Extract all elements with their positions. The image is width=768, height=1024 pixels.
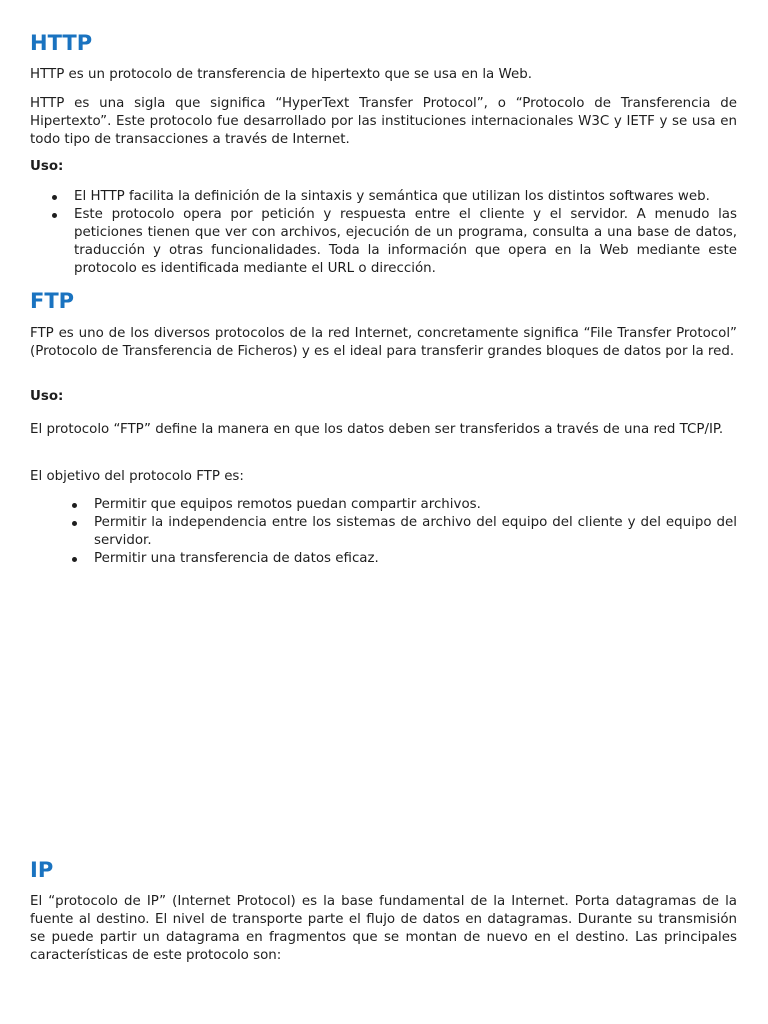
list-item <box>30 496 737 514</box>
ftp-uso-paragraph: El protocolo “FTP” define la manera en que los datos deben ser transferidos a través de una red TCP/IP. <box>30 422 724 437</box>
bullet-icon <box>72 557 77 562</box>
list-item-text: Permitir una transferencia de datos eficaz. <box>94 551 379 566</box>
ip-intro-paragraph: El “protocolo de IP” (Internet Protocol) es la base fundamental de la Internet. Porta datagramas de la fuente al destino. El nivel de transporte parte el flujo de datos en datagramas. Durante su transmisión se puede partir un datagrama en fragmentos que se montan de nuevo en el destino. Las principales características de este protocolo son: <box>30 894 737 963</box>
ftp-objective-paragraph: El objetivo del protocolo FTP es: <box>30 469 244 484</box>
http-intro-paragraph: HTTP es un protocolo de transferencia de hipertexto que se usa en la Web. <box>30 67 532 82</box>
list-item <box>30 206 737 278</box>
list-item-text: El HTTP facilita la definición de la sintaxis y semántica que utilizan los distintos softwares web. <box>74 189 710 204</box>
http-definition-paragraph: HTTP es una sigla que significa “HyperText Transfer Protocol”, o “Protocolo de Transferencia de Hipertexto”. Este protocolo fue desarrollado por las instituciones internacionales W3C y IETF y se usa en todo tipo de transacciones a través de Internet. <box>30 96 737 147</box>
bullet-icon <box>72 521 77 526</box>
bullet-icon <box>52 195 57 200</box>
ftp-objective-list <box>30 496 737 568</box>
list-item-text: Permitir la independencia entre los sistemas de archivo del equipo del cliente y del equipo del servidor. <box>94 515 737 548</box>
document-page <box>30 0 737 1024</box>
list-item <box>30 550 737 568</box>
http-uso-label: Uso: <box>30 159 64 174</box>
ftp-heading: FTP <box>30 289 75 313</box>
bullet-icon <box>72 503 77 508</box>
http-heading: HTTP <box>30 31 93 55</box>
ip-heading: IP <box>30 858 54 882</box>
http-uso-list <box>30 188 737 278</box>
bullet-icon <box>52 213 57 218</box>
list-item <box>30 188 737 206</box>
list-item <box>30 514 737 550</box>
ftp-uso-label: Uso: <box>30 389 64 404</box>
ftp-intro-paragraph: FTP es uno de los diversos protocolos de la red Internet, concretamente significa “File Transfer Protocol” (Protocolo de Transferencia de Ficheros) y es el ideal para transferir grandes bloques de datos por la red. <box>30 326 737 359</box>
list-item-text: Este protocolo opera por petición y respuesta entre el cliente y el servidor. A menudo las peticiones tienen que ver con archivos, ejecución de un programa, consulta a una base de datos, traducción y otras funcionalidades. Toda la información que opera en la Web mediante este protocolo es identificada mediante el URL o dirección. <box>74 207 737 276</box>
list-item-text: Permitir que equipos remotos puedan compartir archivos. <box>94 497 481 512</box>
